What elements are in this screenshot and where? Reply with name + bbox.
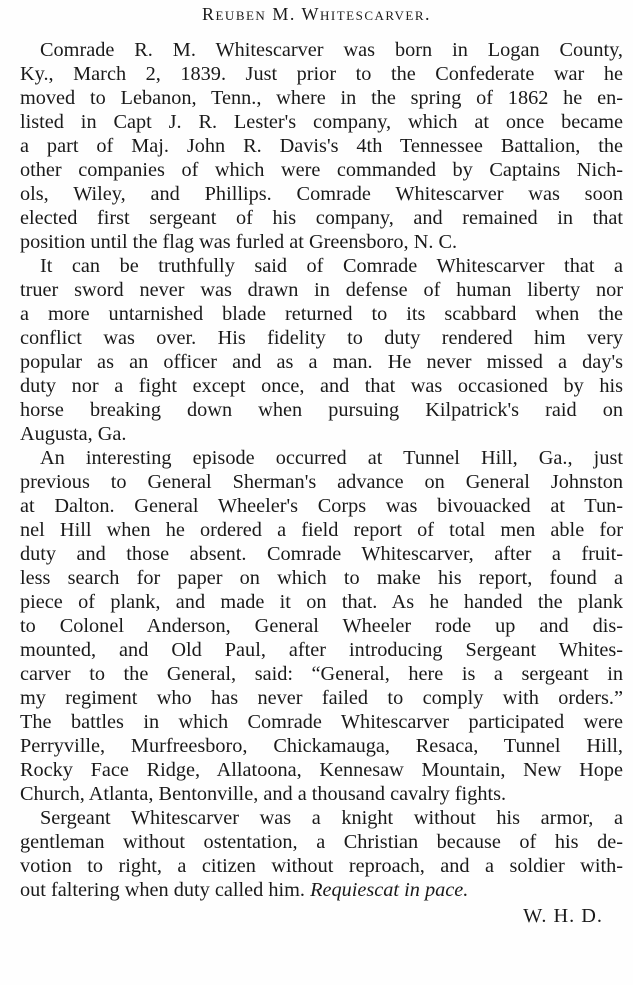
text-line: Augusta, Ga. <box>20 423 127 445</box>
text-line: elected first sergeant of his company, and remained in that <box>20 207 623 229</box>
text-line: horse breaking down when pursuing Kilpatrick's raid on <box>20 399 623 421</box>
text-line: at Dalton. General Wheeler's Corps was bivouacked at Tun- <box>20 495 623 517</box>
text-line: a more untarnished blade returned to its scabbard when the <box>20 303 623 325</box>
text-line: mounted, and Old Paul, after introducing Sergeant Whites- <box>20 639 623 661</box>
text-line: piece of plank, and made it on that. As he handed the plank <box>20 591 623 613</box>
text-line: truer sword never was drawn in defense of human liberty nor <box>20 279 623 301</box>
text-line: to Colonel Anderson, General Wheeler rode up and dis- <box>20 615 623 637</box>
article-title: Reuben M. Whitescarver. <box>201 4 432 24</box>
text-line: It can be truthfully said of Comrade Whitescarver that a <box>40 255 623 277</box>
text-line: carver to the General, said: “General, here is a sergeant in <box>20 663 623 685</box>
text-line: Comrade R. M. Whitescarver was born in Logan County, <box>40 39 623 61</box>
text-line-final <box>20 878 623 902</box>
text-line: duty and those absent. Comrade Whitescarver, after a fruit- <box>20 543 623 565</box>
text-line: Rocky Face Ridge, Allatoona, Kennesaw Mountain, New Hope <box>20 759 623 781</box>
text-line: Perryville, Murfreesboro, Chickamauga, Resaca, Tunnel Hill, <box>20 735 623 757</box>
text-line: duty nor a fight except once, and that was occasioned by his <box>20 375 623 397</box>
text-line: previous to General Sherman's advance on General Johnston <box>20 471 623 493</box>
text-line: ols, Wiley, and Phillips. Comrade Whitescarver was soon <box>20 183 623 205</box>
text-line: position until the flag was furled at Greensboro, N. C. <box>20 231 458 253</box>
text-line: popular as an officer and as a man. He never missed a day's <box>20 351 623 373</box>
text-line: conflict was over. His fidelity to duty rendered him very <box>20 327 623 349</box>
text-line: Ky., March 2, 1839. Just prior to the Confederate war he <box>20 63 623 85</box>
text-line: Sergeant Whitescarver was a knight without his armor, a <box>40 807 623 829</box>
signature: W. H. D. <box>523 905 603 927</box>
text-line: nel Hill when he ordered a field report of total men able for <box>20 519 623 541</box>
final-line-text: out faltering when duty called him. <box>20 879 305 901</box>
text-line: gentleman without ostentation, a Christian because of his de- <box>20 831 623 853</box>
text-line: moved to Lebanon, Tenn., where in the spring of 1862 he en- <box>20 87 623 109</box>
text-line: listed in Capt J. R. Lester's company, which at once became <box>20 111 623 133</box>
text-line: votion to right, a citizen without reproach, and a soldier with- <box>20 855 623 877</box>
text-line: a part of Maj. John R. Davis's 4th Tennessee Battalion, the <box>20 135 623 157</box>
text-line: my regiment who has never failed to comply with orders.” <box>20 687 623 709</box>
text-line: less search for paper on which to make his report, found a <box>20 567 623 589</box>
text-line: The battles in which Comrade Whitescarver participated were <box>20 711 623 733</box>
closing-phrase: Requiescat in pace. <box>310 879 469 901</box>
text-line: Church, Atlanta, Bentonville, and a thousand cavalry fights. <box>20 783 507 805</box>
text-line: An interesting episode occurred at Tunnel Hill, Ga., just <box>40 447 623 469</box>
text-line: other companies of which were commanded by Captains Nich- <box>20 159 623 181</box>
